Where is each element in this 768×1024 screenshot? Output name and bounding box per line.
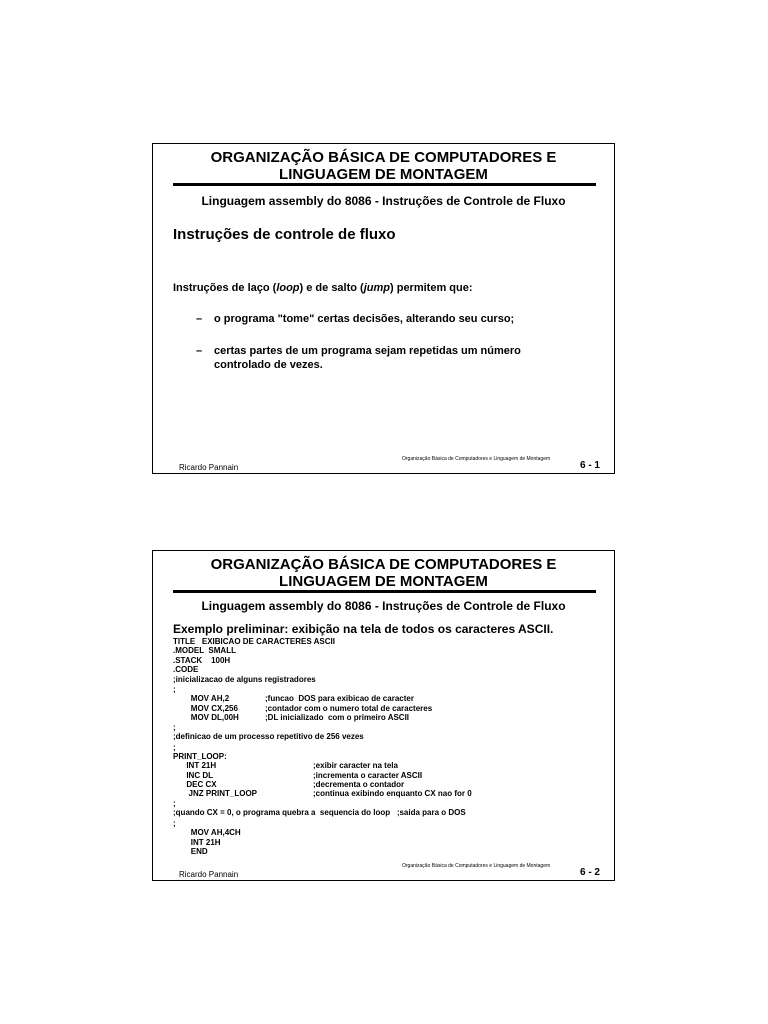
footer-author: Ricardo Pannain — [179, 463, 239, 472]
title-rule — [173, 183, 596, 186]
code-instruction: ; — [173, 742, 176, 752]
code-instruction: ; — [173, 818, 176, 828]
bullet-dash: – — [196, 345, 203, 357]
code-instruction: .STACK 100H — [173, 655, 231, 665]
code-line — [173, 637, 466, 646]
code-line — [173, 789, 472, 799]
page-number: 6 - 2 — [579, 867, 600, 878]
code-instruction: MOV AH,4CH — [173, 828, 241, 838]
code-line — [173, 761, 466, 770]
code-line — [173, 646, 466, 655]
code-comment: ;funcao DOS para exibicao de caracter — [265, 694, 414, 704]
code-line — [173, 732, 466, 743]
code-instruction: ; — [173, 722, 176, 732]
code-comment: ;continua exibindo enquanto CX nao for 0 — [313, 789, 472, 799]
bullet-dash: – — [196, 313, 203, 325]
slide-subtitle: Linguagem assembly do 8086 - Instruções de Controle de Fluxo — [201, 194, 566, 208]
title-line-1: ORGANIZAÇÃO BÁSICA DE COMPUTADORES E — [210, 149, 557, 166]
code-line — [173, 685, 466, 694]
code-instruction: INC DL — [173, 770, 213, 780]
page-number: 6 - 1 — [579, 460, 600, 471]
code-instruction: INT 21H — [173, 761, 217, 771]
code-line — [173, 656, 466, 665]
code-line — [173, 771, 466, 780]
code-line — [173, 713, 466, 722]
intro-text-1: Instruções de laço ( — [173, 282, 277, 294]
code-comment: ;incrementa o caracter ASCII — [313, 770, 423, 780]
code-comment: ;decrementa o contador — [313, 780, 405, 790]
code-line — [173, 780, 466, 789]
code-line — [173, 743, 466, 752]
code-line — [173, 808, 466, 819]
code-instruction: MOV DL,00H — [173, 713, 239, 723]
code-instruction: MOV CX,256 — [173, 703, 238, 713]
intro-text-3: ) permitem que: — [390, 282, 473, 294]
slide-title — [153, 556, 614, 590]
footer-author: Ricardo Pannain — [179, 870, 239, 879]
footer-course: Organização Básica de Computadores e Linguagem de Montagem — [402, 456, 551, 462]
code-line — [173, 704, 466, 713]
code-line — [173, 819, 466, 828]
title-line-1: ORGANIZAÇÃO BÁSICA DE COMPUTADORES E — [210, 556, 557, 573]
code-instruction: DEC CX — [173, 780, 217, 790]
slide-subtitle: Linguagem assembly do 8086 - Instruções de Controle de Fluxo — [201, 599, 566, 613]
slide-title — [153, 149, 614, 183]
code-instruction: PRINT_LOOP: — [173, 751, 227, 761]
code-instruction: JNZ PRINT_LOOP — [173, 789, 258, 799]
intro-loop-term: loop — [276, 282, 300, 294]
code-comment: ;DL inicializado com o primeiro ASCII — [265, 713, 410, 723]
code-instruction: ;quando CX = 0, o programa quebra a sequencia do loop ;saida para o DOS — [173, 808, 466, 818]
code-listing — [173, 637, 472, 856]
code-instruction: END — [173, 846, 208, 856]
slide-1 — [152, 143, 615, 474]
code-line — [173, 694, 466, 703]
bullet-text: certas partes de um programa sejam repetidas um número controlado de vezes. — [214, 345, 521, 371]
code-line — [173, 665, 466, 674]
intro-paragraph — [173, 282, 473, 294]
code-comment: ;contador com o numero total de caracteres — [265, 703, 433, 713]
example-heading: Exemplo preliminar: exibição na tela de todos os caracteres ASCII. — [173, 622, 554, 636]
bullet-text: o programa "tome" certas decisões, alterando seu curso; — [214, 313, 515, 325]
code-comment: ;exibir caracter na tela — [313, 761, 398, 771]
code-instruction: ; — [173, 685, 176, 695]
code-line — [173, 828, 466, 837]
intro-jump-term: jump — [363, 282, 390, 294]
code-line — [173, 723, 466, 732]
code-instruction: .CODE — [173, 665, 199, 675]
code-instruction: INT 21H — [173, 837, 221, 847]
code-instruction: MOV AH,2 — [173, 694, 230, 704]
slide-2 — [152, 550, 615, 881]
title-line-2: LINGUAGEM DE MONTAGEM — [279, 573, 488, 590]
code-line — [173, 847, 466, 856]
code-instruction: TITLE EXIBICAO DE CARACTERES ASCII — [173, 637, 335, 646]
code-line — [173, 838, 466, 847]
code-instruction: .MODEL SMALL — [173, 646, 236, 656]
code-instruction: ;definicao de um processo repetitivo de 256 vezes — [173, 732, 364, 742]
code-line — [173, 675, 466, 686]
code-line — [173, 799, 466, 808]
intro-text-2: ) e de salto ( — [299, 282, 364, 294]
code-instruction: ; — [173, 798, 176, 808]
code-instruction: ;inicializacao de alguns registradores — [173, 674, 316, 684]
footer-course: Organização Básica de Computadores e Linguagem de Montagem — [402, 863, 551, 869]
code-line — [173, 752, 466, 761]
title-line-2: LINGUAGEM DE MONTAGEM — [279, 166, 488, 183]
section-heading: Instruções de controle de fluxo — [173, 226, 396, 243]
title-rule — [173, 590, 596, 593]
